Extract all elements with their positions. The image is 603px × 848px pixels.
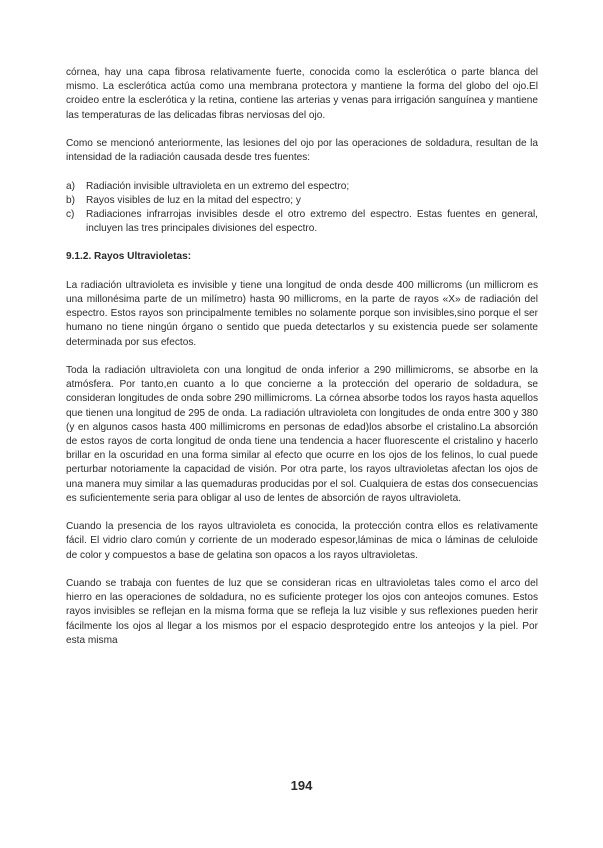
list-item-text: Radiaciones infrarrojas invisibles desde el otro extremo del espectro. Estas fuentes en general, incluyen las tres principales divisiones del espectro. <box>86 209 538 235</box>
paragraph: Toda la radiación ultravioleta con una longitud de onda inferior a 290 millimicroms, se absorbe en la atmósfera. Por tanto,en cuanto a lo que concierne a la protección del operario de soldadura, se consideran longitudes de onda sobre 290 millimicroms. La córnea absorbe todos los rayos hasta aquellos que tienen una longitud de 295 de onda. La radiación ultravioleta con longitudes de onda entre 300 y 380 (y en algunos casos hasta 400 millimicroms en personas de edad)los absorbe el cristalino.La absorción de estos rayos de corta longitud de onda tiene una tendencia a hacer fluorescente el cristalino y hacerlo brillar en la oscuridad en una forma similar al efecto que ocurre en los ojos de los felinos, lo cual puede perturbar notoriamente la capacidad de visión. Por otra parte, los rayos ultravioletas afectan los ojos de una manera muy similar a las quemaduras producidas por el sol. Cualquiera de estas dos consecuencias es suficientemente seria para obligar al uso de lentes de absorción de rayos ultravioleta. <box>66 365 538 504</box>
list-item-label: a) <box>66 180 75 192</box>
list-item-text: Rayos visibles de luz en la mitad del espectro; y <box>86 194 301 206</box>
paragraph: Cuando la presencia de los rayos ultravioleta es conocida, la protección contra ellos es relativamente fácil. El vidrio claro común y corriente de un moderado espesor,láminas de mica o láminas de celuloide de color y compuestos a base de gelatina son opacos a los rayos ultravioletas. <box>66 521 538 561</box>
list-item-label: b) <box>66 194 75 206</box>
page-number: 194 <box>290 778 313 793</box>
paragraph: córnea, hay una capa fibrosa relativamente fuerte, conocida como la esclerótica o parte blanca del mismo. La esclerótica actúa como una membrana protectora y mantiene la forma del globo del ojo.El croideo entre la esclerótica y la retina, contiene las arterias y venas para irrigación sanguínea y mantiene las temperaturas de las delicadas fibras nerviosas del ojo. <box>66 67 538 121</box>
list-item-label: c) <box>66 209 75 220</box>
list-item-text: Radiación invisible ultravioleta en un extremo del espectro; <box>86 180 350 192</box>
paragraph: La radiación ultravioleta es invisible y tiene una longitud de onda desde 400 millicroms (un millicrom es una millonésima parte de un milímetro) hasta 90 millicroms, en la parte de rayos «X» de radiación del espectro. Estos rayos son principalmente temibles no solamente porque son invisibles,sino porque el ser humano no tiene ningún órgano o sentido que pueda detectarlos y su existencia puede ser solamente determinada por sus efectos. <box>66 279 538 348</box>
section-heading: 9.1.2. Rayos Ultravioletas: <box>66 251 192 263</box>
radiation-sources-list <box>66 180 538 237</box>
list-item <box>66 208 538 236</box>
list-item <box>66 180 538 194</box>
list-item <box>66 194 538 208</box>
paragraph: Cuando se trabaja con fuentes de luz que se consideran ricas en ultravioletas tales como el arco del hierro en las operaciones de soldadura, no es suficiente proteger los ojos con anteojos comunes. Estos rayos invisibles se reflejan en la misma forma que se refleja la luz visible y sus reflexiones pueden herir fácilmente los ojos al llegar a los mismos por el espacio desprotegido entre los anteojos y la piel. Por esta misma <box>66 578 538 646</box>
paragraph: Como se mencionó anteriormente, las lesiones del ojo por las operaciones de soldadura, resultan de la intensidad de la radiación causada desde tres fuentes: <box>66 138 538 164</box>
document-page <box>66 66 538 662</box>
